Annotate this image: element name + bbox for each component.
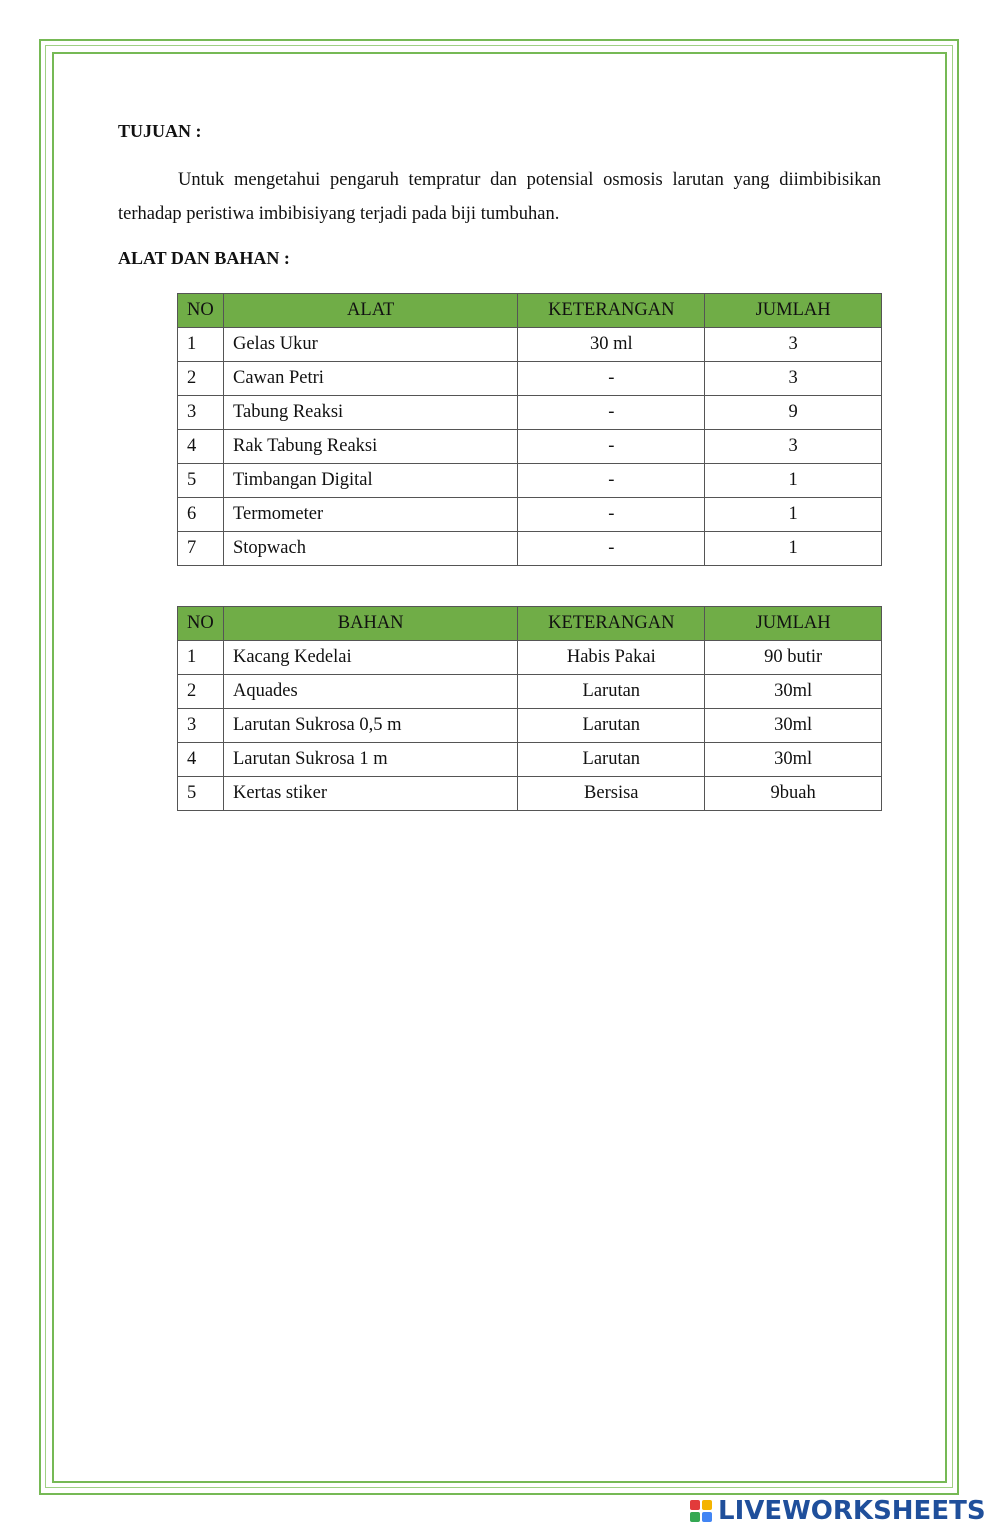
- table-header-row: [178, 607, 882, 641]
- cell-keterangan: -: [518, 430, 705, 464]
- cell-keterangan: -: [518, 498, 705, 532]
- cell-alat: Gelas Ukur: [223, 328, 517, 362]
- cell-no: 2: [178, 675, 224, 709]
- cell-bahan: Larutan Sukrosa 1 m: [223, 743, 517, 777]
- cell-no: 4: [178, 430, 224, 464]
- table-row: [178, 362, 882, 396]
- tujuan-heading: TUJUAN :: [118, 121, 202, 141]
- table-row: [178, 777, 882, 811]
- cell-no: 3: [178, 709, 224, 743]
- cell-no: 1: [178, 328, 224, 362]
- cell-keterangan: 30 ml: [518, 328, 705, 362]
- cell-jumlah: 90 butir: [705, 641, 882, 675]
- table-row: [178, 328, 882, 362]
- cell-jumlah: 9buah: [705, 777, 882, 811]
- header-jumlah: JUMLAH: [705, 607, 882, 641]
- alat-dan-bahan-heading: ALAT DAN BAHAN :: [118, 248, 290, 268]
- cell-jumlah: 1: [705, 464, 882, 498]
- cell-no: 7: [178, 532, 224, 566]
- cell-alat: Tabung Reaksi: [223, 396, 517, 430]
- cell-jumlah: 30ml: [705, 675, 882, 709]
- cell-jumlah: 30ml: [705, 743, 882, 777]
- tujuan-paragraph: Untuk mengetahui pengaruh tempratur dan potensial osmosis larutan yang diimbibisikan terhadap peristiwa imbibisiyang terjadi pada biji tumbuhan.: [118, 170, 881, 224]
- header-bahan: BAHAN: [223, 607, 517, 641]
- cell-bahan: Aquades: [223, 675, 517, 709]
- table-row: [178, 743, 882, 777]
- cell-keterangan: -: [518, 464, 705, 498]
- cell-bahan: Kacang Kedelai: [223, 641, 517, 675]
- cell-no: 4: [178, 743, 224, 777]
- cell-keterangan: Larutan: [518, 675, 705, 709]
- table-row: [178, 464, 882, 498]
- liveworksheets-logo-icon: [690, 1500, 712, 1522]
- cell-jumlah: 3: [705, 430, 882, 464]
- cell-keterangan: Larutan: [518, 709, 705, 743]
- table-row: [178, 430, 882, 464]
- cell-alat: Stopwach: [223, 532, 517, 566]
- cell-no: 3: [178, 396, 224, 430]
- cell-no: 5: [178, 464, 224, 498]
- cell-keterangan: Habis Pakai: [518, 641, 705, 675]
- cell-keterangan: Larutan: [518, 743, 705, 777]
- cell-keterangan: -: [518, 396, 705, 430]
- table-row: [178, 396, 882, 430]
- logo-square: [690, 1512, 700, 1522]
- bahan-table: [177, 606, 882, 811]
- cell-keterangan: -: [518, 362, 705, 396]
- logo-square: [690, 1500, 700, 1510]
- alat-table: [177, 293, 882, 566]
- cell-no: 6: [178, 498, 224, 532]
- cell-alat: Rak Tabung Reaksi: [223, 430, 517, 464]
- logo-text: LIVEWORKSHEETS: [718, 1496, 986, 1526]
- header-keterangan: KETERANGAN: [518, 294, 705, 328]
- cell-keterangan: -: [518, 532, 705, 566]
- header-keterangan: KETERANGAN: [518, 607, 705, 641]
- cell-jumlah: 1: [705, 532, 882, 566]
- table-row: [178, 532, 882, 566]
- header-no: NO: [178, 294, 224, 328]
- table-header-row: [178, 294, 882, 328]
- header-no: NO: [178, 607, 224, 641]
- cell-bahan: Larutan Sukrosa 0,5 m: [223, 709, 517, 743]
- cell-alat: Cawan Petri: [223, 362, 517, 396]
- logo-square: [702, 1500, 712, 1510]
- cell-no: 2: [178, 362, 224, 396]
- cell-jumlah: 30ml: [705, 709, 882, 743]
- cell-jumlah: 9: [705, 396, 882, 430]
- table-row: [178, 675, 882, 709]
- cell-bahan: Kertas stiker: [223, 777, 517, 811]
- cell-keterangan: Bersisa: [518, 777, 705, 811]
- cell-no: 5: [178, 777, 224, 811]
- cell-no: 1: [178, 641, 224, 675]
- table-row: [178, 641, 882, 675]
- cell-alat: Termometer: [223, 498, 517, 532]
- cell-jumlah: 1: [705, 498, 882, 532]
- table-row: [178, 709, 882, 743]
- cell-jumlah: 3: [705, 328, 882, 362]
- cell-alat: Timbangan Digital: [223, 464, 517, 498]
- cell-jumlah: 3: [705, 362, 882, 396]
- header-jumlah: JUMLAH: [705, 294, 882, 328]
- logo-square: [702, 1512, 712, 1522]
- liveworksheets-logo[interactable]: [690, 1495, 986, 1527]
- table-row: [178, 498, 882, 532]
- header-alat: ALAT: [223, 294, 517, 328]
